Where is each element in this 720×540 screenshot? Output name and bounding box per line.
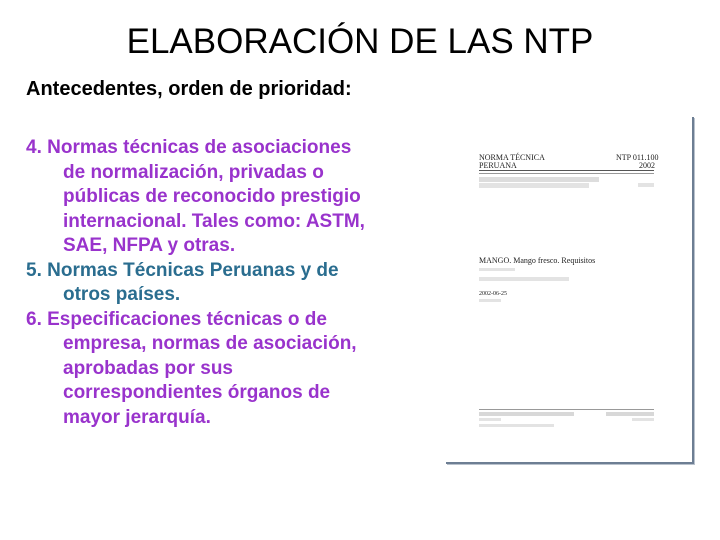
doc-fine-print <box>479 183 589 188</box>
list-item-line: públicas de reconocido prestigio <box>63 186 361 207</box>
doc-date: 2002-06-25 <box>479 291 507 297</box>
doc-product-line: MANGO. Mango fresco. Requisitos <box>479 256 596 265</box>
list-item-line: empresa, normas de asociación, <box>63 333 357 354</box>
list-item-line: de normalización, privadas o <box>63 161 324 183</box>
list-item-line: 4. Normas técnicas de asociaciones <box>26 137 352 158</box>
list-item-5 <box>26 259 436 308</box>
priority-list <box>26 136 436 430</box>
ntp-document-image <box>446 117 694 464</box>
doc-header-left-2: PERUANA <box>479 161 517 170</box>
doc-fine-print <box>479 277 569 281</box>
list-item-line: correspondientes órganos de <box>63 382 331 403</box>
list-item-line: otros países. <box>63 284 181 305</box>
doc-header-right-2: 2002 <box>639 161 655 170</box>
list-item-4 <box>26 136 436 259</box>
list-item-line: 6. Especificaciones técnicas o de <box>26 308 327 330</box>
doc-fine-print <box>632 418 654 421</box>
doc-fine-print <box>479 412 574 416</box>
list-item-line: 5. Normas Técnicas Peruanas y de <box>26 259 339 281</box>
list-item-line: internacional. Tales como: ASTM, <box>63 210 365 232</box>
list-item-line: SAE, NFPA y otras. <box>63 235 236 256</box>
doc-rule <box>479 173 654 174</box>
doc-fine-print <box>606 412 654 416</box>
doc-fine-print <box>479 424 554 427</box>
slide-subtitle: Antecedentes, orden de prioridad: <box>26 78 352 100</box>
doc-rule <box>479 170 654 171</box>
doc-fine-print <box>479 299 501 302</box>
list-item-6 <box>26 308 436 431</box>
list-item-line: aprobadas por sus <box>63 357 233 379</box>
doc-fine-print <box>638 183 654 187</box>
list-item-line: mayor jerarquía. <box>63 406 211 428</box>
doc-rule <box>479 409 654 410</box>
doc-fine-print <box>479 268 515 271</box>
doc-header-left-1: NORMA TÉCNICA <box>479 153 545 162</box>
doc-fine-print <box>479 418 501 421</box>
doc-fine-print <box>479 177 599 182</box>
doc-header-right-1: NTP 011.100 <box>616 153 659 162</box>
slide-title: ELABORACIÓN DE LAS NTP <box>126 22 594 61</box>
